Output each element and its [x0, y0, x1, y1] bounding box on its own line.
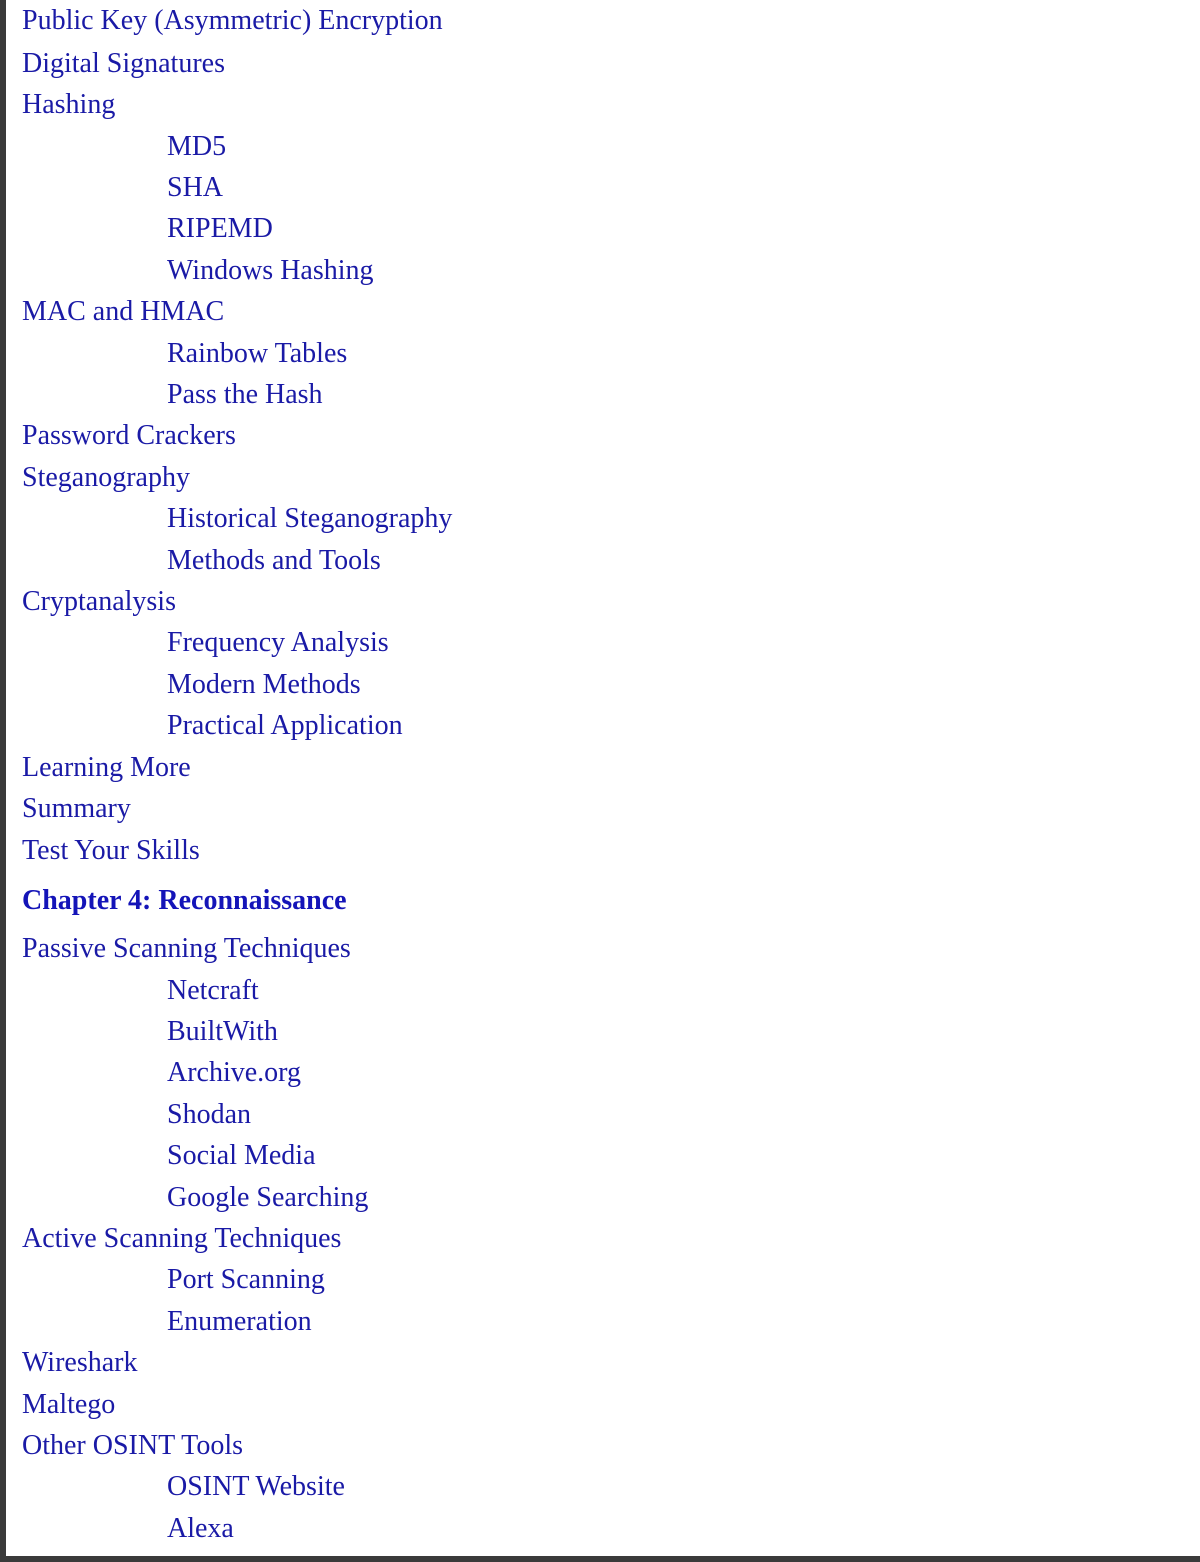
toc-link-hashing[interactable]: Hashing: [22, 89, 116, 120]
toc-link-steganography[interactable]: Steganography: [22, 462, 190, 493]
toc-link-maltego[interactable]: Maltego: [22, 1389, 116, 1420]
toc-link-active-scanning-techniques[interactable]: Active Scanning Techniques: [22, 1223, 342, 1254]
toc-link-test-your-skills[interactable]: Test Your Skills: [22, 835, 200, 866]
toc-link-social-media[interactable]: Social Media: [167, 1140, 316, 1171]
toc-link-wireshark[interactable]: Wireshark: [22, 1347, 138, 1378]
toc-link-netcraft[interactable]: Netcraft: [167, 975, 259, 1006]
toc-link-rainbow-tables[interactable]: Rainbow Tables: [167, 338, 348, 369]
toc-link-alexa[interactable]: Alexa: [167, 1513, 234, 1544]
toc-link-frequency-analysis[interactable]: Frequency Analysis: [167, 627, 389, 658]
toc-link-archive-org[interactable]: Archive.org: [167, 1057, 301, 1088]
toc-link-summary[interactable]: Summary: [22, 793, 131, 824]
toc-link-md5[interactable]: MD5: [167, 131, 227, 162]
toc-link-mac-and-hmac[interactable]: MAC and HMAC: [22, 296, 225, 327]
toc-link-osint-website[interactable]: OSINT Website: [167, 1471, 345, 1502]
toc-link-learning-more[interactable]: Learning More: [22, 752, 191, 783]
toc-link-practical-application[interactable]: Practical Application: [167, 710, 403, 741]
toc-link-builtwith[interactable]: BuiltWith: [167, 1016, 278, 1047]
toc-link-google-searching[interactable]: Google Searching: [167, 1182, 369, 1213]
toc-link-other-osint-tools[interactable]: Other OSINT Tools: [22, 1430, 244, 1461]
toc-link-cryptanalysis[interactable]: Cryptanalysis: [22, 586, 176, 617]
toc-link-windows-hashing[interactable]: Windows Hashing: [167, 255, 374, 286]
toc-link-port-scanning[interactable]: Port Scanning: [167, 1264, 325, 1295]
toc-link-methods-and-tools[interactable]: Methods and Tools: [167, 545, 381, 576]
toc-link-enumeration[interactable]: Enumeration: [167, 1306, 312, 1337]
toc-link-shodan[interactable]: Shodan: [167, 1099, 251, 1130]
toc-link-historical-steganography[interactable]: Historical Steganography: [167, 503, 453, 534]
toc-link-pass-the-hash[interactable]: Pass the Hash: [167, 379, 323, 410]
toc-chapter-4-reconnaissance[interactable]: Chapter 4: Reconnaissance: [22, 885, 347, 916]
toc-link-digital-signatures[interactable]: Digital Signatures: [22, 48, 225, 79]
toc-link-ripemd[interactable]: RIPEMD: [167, 213, 273, 244]
toc-link-passive-scanning-techniques[interactable]: Passive Scanning Techniques: [22, 933, 351, 964]
toc-link-modern-methods[interactable]: Modern Methods: [167, 669, 361, 700]
toc-link-sha[interactable]: SHA: [167, 172, 224, 203]
toc-link-public-key-encryption[interactable]: Public Key (Asymmetric) Encryption: [22, 5, 443, 36]
toc-link-password-crackers[interactable]: Password Crackers: [22, 420, 236, 451]
